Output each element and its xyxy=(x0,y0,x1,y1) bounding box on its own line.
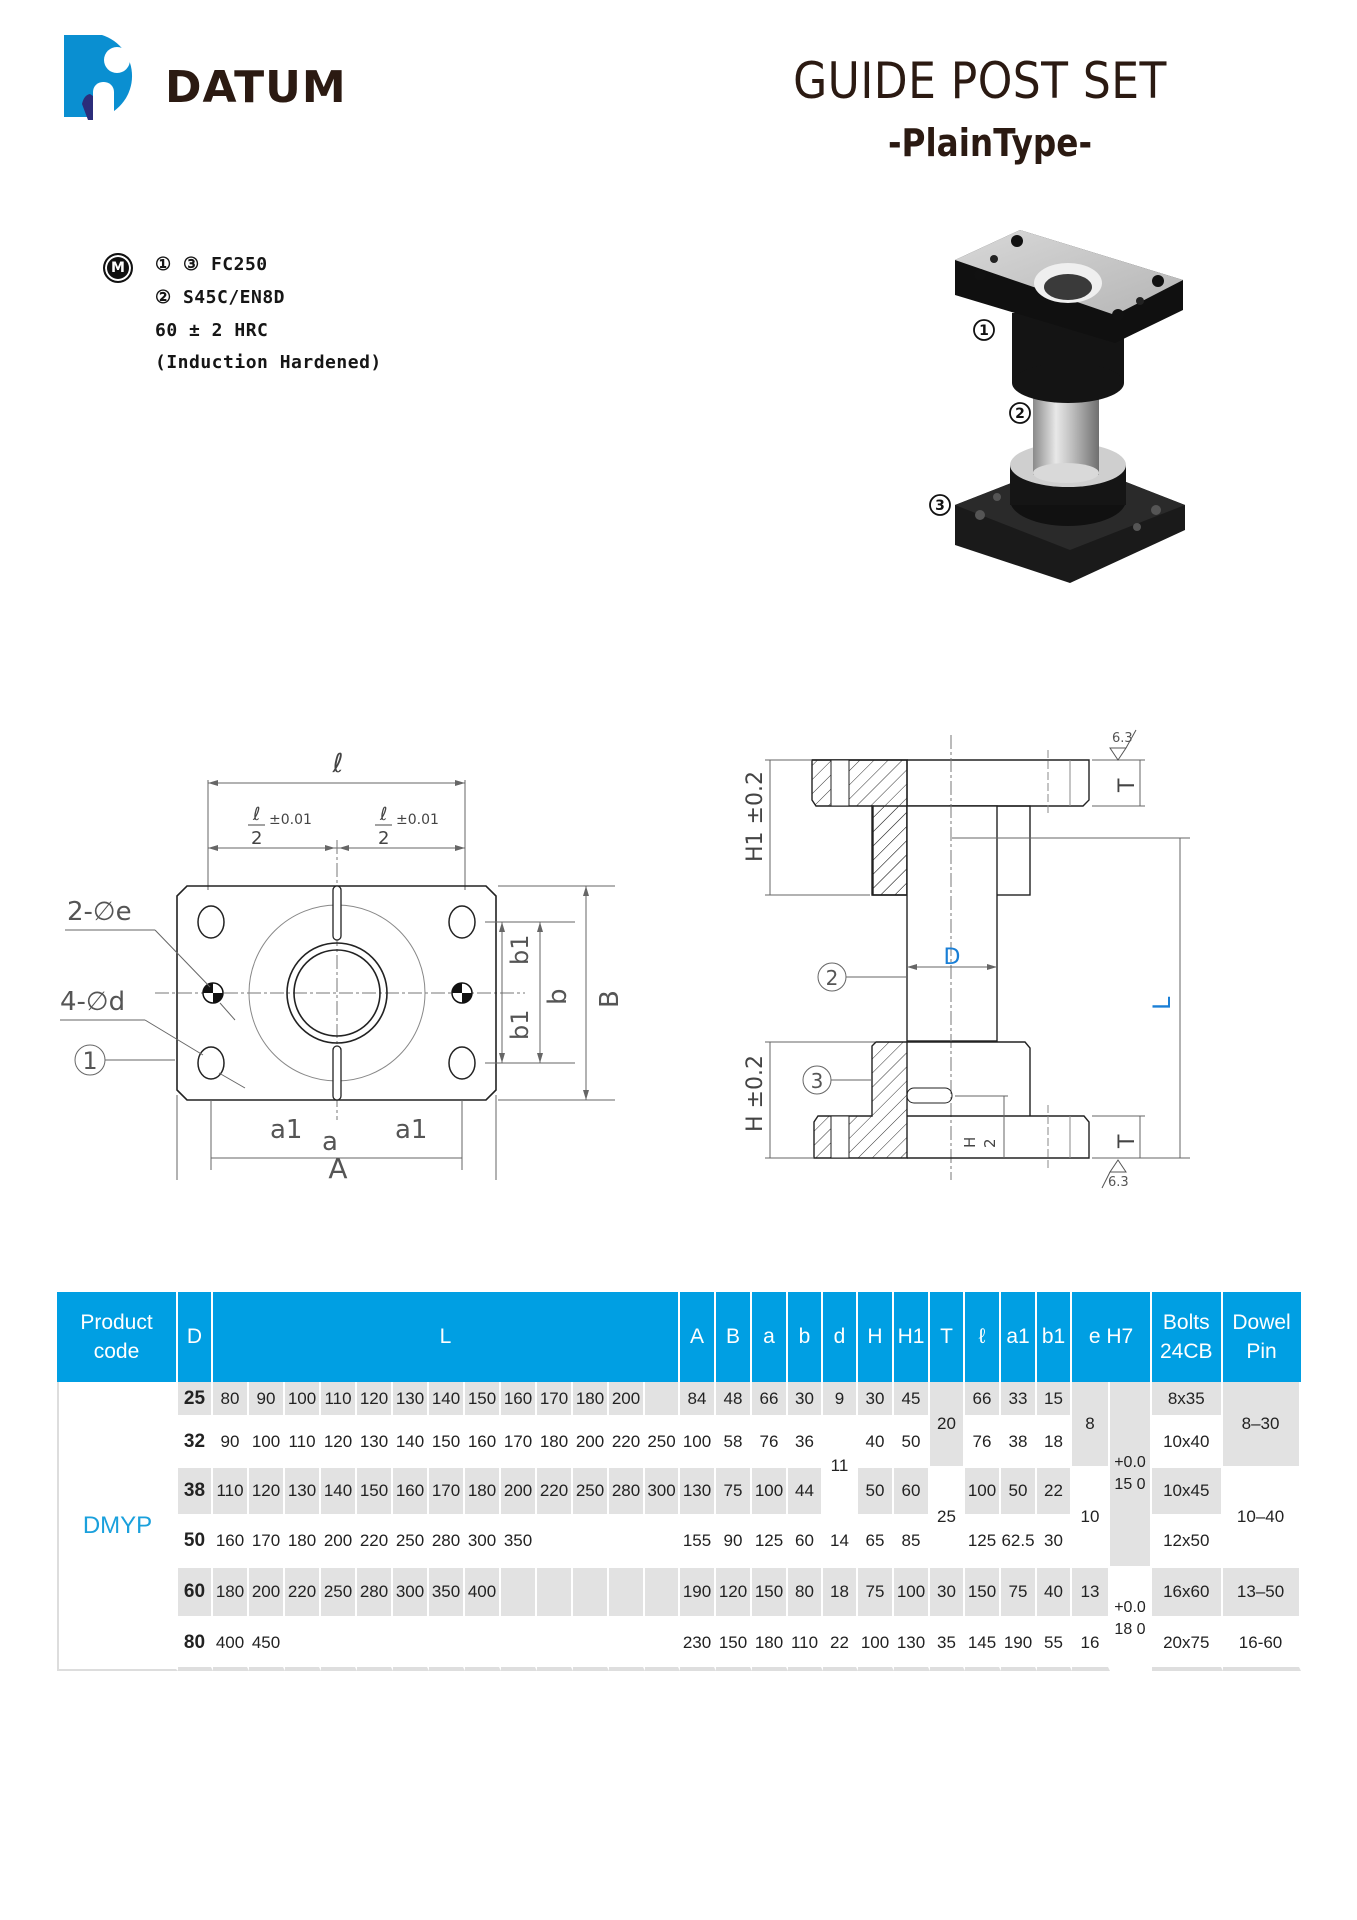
cell-B: 48 xyxy=(716,1382,752,1417)
cell-L xyxy=(645,1516,680,1568)
cell-b: 36 xyxy=(788,1417,823,1468)
cell-d: 9 xyxy=(823,1382,858,1417)
header-dowel: Dowel Pin xyxy=(1223,1292,1301,1382)
cell-T: 20 xyxy=(930,1382,965,1468)
material-line-4: (Induction Hardened) xyxy=(155,352,382,373)
header-A: A xyxy=(680,1292,716,1382)
cell-L xyxy=(285,1618,321,1671)
svg-text:ℓ: ℓ xyxy=(253,804,261,825)
cell-H1: 60 xyxy=(894,1468,930,1516)
cell-L: 200 xyxy=(501,1468,537,1516)
cell-D: 60 xyxy=(178,1568,213,1618)
cell-L: 200 xyxy=(249,1568,285,1618)
cell-L: 250 xyxy=(645,1417,680,1468)
svg-text:a: a xyxy=(322,1127,338,1157)
cell-H: 40 xyxy=(858,1417,894,1468)
svg-text:a1: a1 xyxy=(395,1115,428,1145)
cell-L xyxy=(645,1618,680,1671)
cell-T: 30 xyxy=(930,1568,965,1618)
cell-a: 125 xyxy=(752,1516,788,1568)
cell-bolts: 8x35 xyxy=(1152,1382,1223,1417)
side-section-drawing xyxy=(730,720,1200,1200)
material-line-3: 60 ± 2 HRC xyxy=(155,320,269,341)
cell-L: 220 xyxy=(537,1468,573,1516)
cell-L: 220 xyxy=(609,1417,645,1468)
cell-T: 25 xyxy=(930,1468,965,1568)
cell-L: 300 xyxy=(645,1468,680,1516)
cell-dowel: 8–30 xyxy=(1223,1382,1301,1468)
svg-text:a1: a1 xyxy=(270,1115,303,1145)
header-l: ℓ xyxy=(965,1292,1001,1382)
cell-L: 160 xyxy=(393,1468,429,1516)
cell-B: 90 xyxy=(716,1516,752,1568)
cell-L: 160 xyxy=(465,1417,501,1468)
page-title: GUIDE POST SET xyxy=(793,52,1167,110)
cell-b1: 18 xyxy=(1037,1417,1072,1468)
cell-dowel: 10–40 xyxy=(1223,1468,1301,1568)
cell-L: 80 xyxy=(213,1382,249,1417)
cell-A: 190 xyxy=(680,1568,716,1618)
svg-text:B: B xyxy=(595,990,625,1008)
cell-L: 350 xyxy=(501,1516,537,1568)
cell-a1: 190 xyxy=(1001,1618,1037,1671)
cell-L: 200 xyxy=(321,1516,357,1568)
cell-bolts: 10x45 xyxy=(1152,1468,1223,1516)
cell-L xyxy=(357,1618,393,1671)
cell-H: 65 xyxy=(858,1516,894,1568)
table-header-row xyxy=(57,1292,1301,1382)
cell-b: 110 xyxy=(788,1618,823,1671)
svg-text:3: 3 xyxy=(935,498,945,514)
svg-text:2: 2 xyxy=(825,966,839,990)
cell-L xyxy=(501,1568,537,1618)
cell-b1: 22 xyxy=(1037,1468,1072,1516)
cell-B: 75 xyxy=(716,1468,752,1516)
cell-L xyxy=(609,1516,645,1568)
product-photo xyxy=(900,215,1190,595)
cell-a: 100 xyxy=(752,1468,788,1516)
spec-table xyxy=(57,1292,1301,1671)
cell-B: 58 xyxy=(716,1417,752,1468)
cell-d: 11 xyxy=(823,1417,858,1516)
cell-L xyxy=(609,1568,645,1618)
cell-bolts: 16x60 xyxy=(1152,1568,1223,1618)
cell-A: 130 xyxy=(680,1468,716,1516)
cell-L: 90 xyxy=(249,1382,285,1417)
cell-L: 120 xyxy=(321,1417,357,1468)
svg-text:6.3: 6.3 xyxy=(1108,1175,1129,1190)
cell-L: 140 xyxy=(321,1468,357,1516)
cell-L: 350 xyxy=(429,1568,465,1618)
table-row xyxy=(57,1382,1301,1417)
svg-text:2: 2 xyxy=(1015,406,1025,422)
header-T: T xyxy=(930,1292,965,1382)
cell-b: 80 xyxy=(788,1568,823,1618)
cell-L xyxy=(393,1618,429,1671)
cell-l: 145 xyxy=(965,1618,1001,1671)
cell-a1: 33 xyxy=(1001,1382,1037,1417)
svg-text:2: 2 xyxy=(378,828,390,849)
cell-bolts: 10x40 xyxy=(1152,1417,1223,1468)
header-H: H xyxy=(858,1292,894,1382)
svg-text:6.3: 6.3 xyxy=(1112,731,1133,746)
cell-bolts: 12x50 xyxy=(1152,1516,1223,1568)
cell-H: 30 xyxy=(858,1382,894,1417)
label-4-dia-d: 4-∅d xyxy=(60,987,126,1017)
cell-L: 170 xyxy=(429,1468,465,1516)
cell-B: 150 xyxy=(716,1618,752,1671)
header-a1: a1 xyxy=(1001,1292,1037,1382)
cell-b: 44 xyxy=(788,1468,823,1516)
header-product-code: Product code xyxy=(57,1292,178,1382)
cell-D: 38 xyxy=(178,1468,213,1516)
cell-l: 150 xyxy=(965,1568,1001,1618)
svg-text:A: A xyxy=(328,1152,348,1180)
cell-L: 180 xyxy=(213,1568,249,1618)
cell-A: 84 xyxy=(680,1382,716,1417)
top-view-drawing xyxy=(55,740,655,1180)
cell-L: 450 xyxy=(249,1618,285,1671)
cell-L: 110 xyxy=(213,1468,249,1516)
cell-d: 22 xyxy=(823,1618,858,1671)
cell-L: 400 xyxy=(213,1618,249,1671)
cell-H1: 130 xyxy=(894,1618,930,1671)
cell-L: 100 xyxy=(249,1417,285,1468)
header-B: B xyxy=(716,1292,752,1382)
dim-H-label: H ±0.2 xyxy=(743,1055,768,1132)
cell-l: 76 xyxy=(965,1417,1001,1468)
header-L: L xyxy=(213,1292,680,1382)
cell-L: 180 xyxy=(573,1382,609,1417)
cell-bolts: 20x75 xyxy=(1152,1618,1223,1671)
cell-b: 30 xyxy=(788,1382,823,1417)
svg-text:H: H xyxy=(961,1136,979,1148)
cell-L: 250 xyxy=(393,1516,429,1568)
cell-L: 300 xyxy=(393,1568,429,1618)
cell-L: 110 xyxy=(321,1382,357,1417)
cell-L xyxy=(645,1568,680,1618)
header-b: b xyxy=(788,1292,823,1382)
cell-L: 220 xyxy=(285,1568,321,1618)
cell-H: 75 xyxy=(858,1568,894,1618)
cell-L: 130 xyxy=(393,1382,429,1417)
cell-L: 180 xyxy=(537,1417,573,1468)
cell-L xyxy=(465,1618,501,1671)
svg-text:2: 2 xyxy=(251,828,263,849)
cell-L: 170 xyxy=(537,1382,573,1417)
svg-text:2: 2 xyxy=(981,1138,999,1148)
cell-L: 120 xyxy=(357,1382,393,1417)
dim-D-label: D xyxy=(943,945,961,970)
cell-dowel: 13–50 xyxy=(1223,1568,1301,1618)
cell-L xyxy=(537,1516,573,1568)
cell-a: 76 xyxy=(752,1417,788,1468)
cell-L: 100 xyxy=(285,1382,321,1417)
header-H1: H1 xyxy=(894,1292,930,1382)
cell-dowel: 16-60 xyxy=(1223,1618,1301,1671)
cell-A: 155 xyxy=(680,1516,716,1568)
cell-H: 50 xyxy=(858,1468,894,1516)
cell-L: 250 xyxy=(573,1468,609,1516)
svg-text:±0.01: ±0.01 xyxy=(269,812,312,828)
cell-l: 66 xyxy=(965,1382,1001,1417)
cell-D: 32 xyxy=(178,1417,213,1468)
cell-L: 150 xyxy=(429,1417,465,1468)
cell-a: 66 xyxy=(752,1382,788,1417)
cell-L: 180 xyxy=(465,1468,501,1516)
dim-H1-label: H1 ±0.2 xyxy=(743,771,768,862)
cell-l: 125 xyxy=(965,1516,1001,1568)
cell-b1: 55 xyxy=(1037,1618,1072,1671)
cell-L: 280 xyxy=(609,1468,645,1516)
material-badge-icon: M xyxy=(103,253,133,283)
cell-L: 280 xyxy=(357,1568,393,1618)
svg-text:T: T xyxy=(1115,1134,1140,1148)
header-a: a xyxy=(752,1292,788,1382)
cell-L: 130 xyxy=(285,1468,321,1516)
cell-e: 8 xyxy=(1072,1382,1110,1468)
cell-A: 100 xyxy=(680,1417,716,1468)
cell-a: 180 xyxy=(752,1618,788,1671)
cell-e: 10 xyxy=(1072,1468,1110,1568)
product-code-cell: DMYP xyxy=(57,1382,178,1671)
cell-e-tolerance: +0.0 18 0 xyxy=(1110,1568,1152,1671)
table-row xyxy=(57,1568,1301,1618)
cell-T: 35 xyxy=(930,1618,965,1671)
cell-L: 280 xyxy=(429,1516,465,1568)
cell-a1: 50 xyxy=(1001,1468,1037,1516)
cell-L: 220 xyxy=(357,1516,393,1568)
cell-H1: 100 xyxy=(894,1568,930,1618)
header-D: D xyxy=(178,1292,213,1382)
cell-H1: 45 xyxy=(894,1382,930,1417)
svg-text:b: b xyxy=(543,988,573,1005)
cell-a1: 62.5 xyxy=(1001,1516,1037,1568)
cell-L: 150 xyxy=(357,1468,393,1516)
cell-b1: 40 xyxy=(1037,1568,1072,1618)
cell-L: 140 xyxy=(393,1417,429,1468)
datum-logo-icon xyxy=(62,34,148,120)
cell-H1: 85 xyxy=(894,1516,930,1568)
cell-L: 170 xyxy=(249,1516,285,1568)
cell-b: 60 xyxy=(788,1516,823,1568)
cell-L xyxy=(537,1618,573,1671)
page-subtitle: -PlainType- xyxy=(887,121,1093,165)
header-b1: b1 xyxy=(1037,1292,1072,1382)
cell-L: 200 xyxy=(609,1382,645,1417)
cell-H1: 50 xyxy=(894,1417,930,1468)
cell-d: 18 xyxy=(823,1568,858,1618)
material-line-1: ① ③ FC250 xyxy=(155,254,268,275)
header-bolts: Bolts 24CB xyxy=(1152,1292,1223,1382)
cell-a: 150 xyxy=(752,1568,788,1618)
cell-L xyxy=(573,1516,609,1568)
label-2-dia-e: 2-∅e xyxy=(67,897,132,927)
svg-text:±0.01: ±0.01 xyxy=(396,812,439,828)
dim-L-label: L xyxy=(1148,996,1176,1010)
cell-B: 120 xyxy=(716,1568,752,1618)
cell-D: 80 xyxy=(178,1618,213,1671)
cell-L: 150 xyxy=(465,1382,501,1417)
cell-L: 400 xyxy=(465,1568,501,1618)
svg-text:1: 1 xyxy=(979,323,989,339)
cell-d: 14 xyxy=(823,1516,858,1568)
svg-text:b1: b1 xyxy=(506,1009,534,1040)
cell-L xyxy=(537,1568,573,1618)
cell-L: 110 xyxy=(285,1417,321,1468)
dim-l-label: ℓ xyxy=(332,749,344,779)
cell-b1: 15 xyxy=(1037,1382,1072,1417)
header-d: d xyxy=(823,1292,858,1382)
cell-D: 25 xyxy=(178,1382,213,1417)
cell-L: 160 xyxy=(501,1382,537,1417)
cell-l: 100 xyxy=(965,1468,1001,1516)
svg-text:b1: b1 xyxy=(506,934,534,965)
cell-L xyxy=(609,1618,645,1671)
header-eH7: e H7 xyxy=(1072,1292,1152,1382)
cell-L xyxy=(429,1618,465,1671)
cell-e-tolerance: +0.0 15 0 xyxy=(1110,1382,1152,1568)
brand-name: DATUM xyxy=(165,62,347,113)
cell-D: 50 xyxy=(178,1516,213,1568)
cell-L: 200 xyxy=(573,1417,609,1468)
cell-L xyxy=(573,1618,609,1671)
cell-L: 160 xyxy=(213,1516,249,1568)
cell-H: 100 xyxy=(858,1618,894,1671)
cell-L: 250 xyxy=(321,1568,357,1618)
cell-e: 16 xyxy=(1072,1618,1110,1671)
cell-L: 120 xyxy=(249,1468,285,1516)
cell-L: 180 xyxy=(285,1516,321,1568)
svg-text:T: T xyxy=(1115,778,1140,792)
cell-L xyxy=(321,1618,357,1671)
cell-b1: 30 xyxy=(1037,1516,1072,1568)
material-line-2: ② S45C/EN8D xyxy=(155,287,286,308)
cell-L: 90 xyxy=(213,1417,249,1468)
cell-a1: 75 xyxy=(1001,1568,1037,1618)
cell-e: 13 xyxy=(1072,1568,1110,1618)
cell-L xyxy=(573,1568,609,1618)
cell-L: 140 xyxy=(429,1382,465,1417)
svg-text:ℓ: ℓ xyxy=(380,804,388,825)
cell-L: 170 xyxy=(501,1417,537,1468)
svg-text:1: 1 xyxy=(82,1047,98,1075)
cell-L: 300 xyxy=(465,1516,501,1568)
cell-L xyxy=(645,1382,680,1417)
cell-A: 230 xyxy=(680,1618,716,1671)
cell-a1: 38 xyxy=(1001,1417,1037,1468)
svg-text:3: 3 xyxy=(810,1069,824,1093)
cell-L xyxy=(501,1618,537,1671)
cell-L: 130 xyxy=(357,1417,393,1468)
